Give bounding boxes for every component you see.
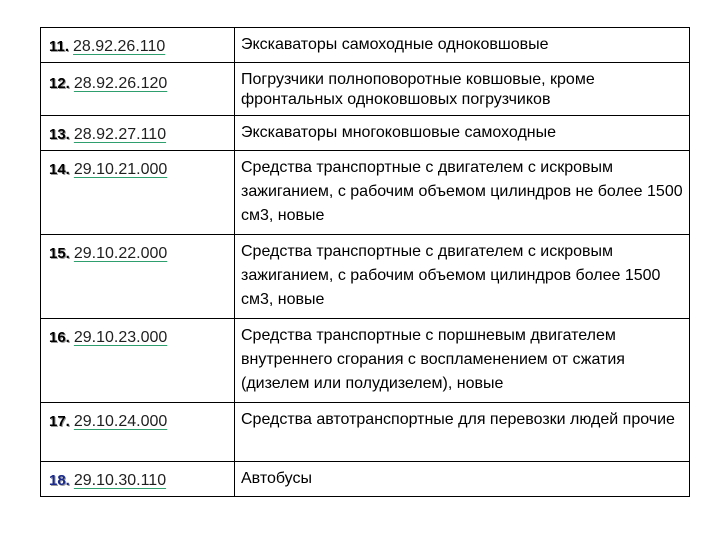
item-name: Средства транспортные с поршневым двигателем внутреннего сгорания с воспламенением от сжатия (дизелем или полудизелем), новые [241, 327, 625, 392]
okpd-code-link[interactable]: 29.10.22.000 [73, 245, 168, 262]
okpd-code-table [40, 27, 690, 497]
table-row [41, 235, 690, 319]
table-row [41, 151, 690, 235]
row-number: 17. [49, 413, 70, 430]
name-cell [235, 462, 690, 497]
code-cell [41, 462, 235, 497]
code-cell [41, 63, 235, 116]
table-row [41, 28, 690, 63]
row-number: 18. [49, 472, 70, 489]
row-number: 13. [49, 126, 70, 143]
item-name: Экскаваторы самоходные одноковшовые [241, 36, 549, 53]
name-cell [235, 28, 690, 63]
code-cell [41, 151, 235, 235]
okpd-code-link[interactable]: 29.10.21.000 [73, 161, 168, 178]
code-cell [41, 116, 235, 151]
okpd-code-link[interactable]: 29.10.24.000 [73, 413, 168, 430]
item-name: Автобусы [241, 470, 312, 487]
name-cell [235, 116, 690, 151]
item-name: Погрузчики полноповоротные ковшовые, кроме фронтальных одноковшовых погрузчиков [241, 71, 595, 108]
row-number: 12. [49, 75, 70, 92]
okpd-code-link[interactable]: 28.92.27.110 [73, 126, 167, 143]
item-name: Средства автотранспортные для перевозки людей прочие [241, 411, 675, 428]
table-row [41, 462, 690, 497]
okpd-code-link[interactable]: 28.92.26.110 [73, 38, 166, 55]
name-cell [235, 235, 690, 319]
name-cell [235, 319, 690, 403]
code-cell [41, 235, 235, 319]
name-cell [235, 151, 690, 235]
item-name: Средства транспортные с двигателем с искровым зажиганием, с рабочим объемом цилиндров более 1500 см3, новые [241, 243, 661, 308]
code-cell [41, 319, 235, 403]
name-cell [235, 403, 690, 462]
okpd-code-link[interactable]: 28.92.26.120 [73, 75, 168, 92]
table-row [41, 116, 690, 151]
table-row [41, 319, 690, 403]
table-row [41, 63, 690, 116]
row-number: 15. [49, 245, 70, 262]
row-number: 14. [49, 161, 70, 178]
name-cell [235, 63, 690, 116]
code-cell [41, 28, 235, 63]
code-cell [41, 403, 235, 462]
item-name: Экскаваторы многоковшовые самоходные [241, 124, 557, 141]
table-row [41, 403, 690, 462]
row-number: 16. [49, 329, 70, 346]
row-number: 11. [49, 38, 70, 55]
okpd-code-link[interactable]: 29.10.23.000 [73, 329, 168, 346]
item-name: Средства транспортные с двигателем с искровым зажиганием, с рабочим объемом цилиндров не более 1500 см3, новые [241, 159, 683, 224]
okpd-code-link[interactable]: 29.10.30.110 [73, 472, 167, 489]
